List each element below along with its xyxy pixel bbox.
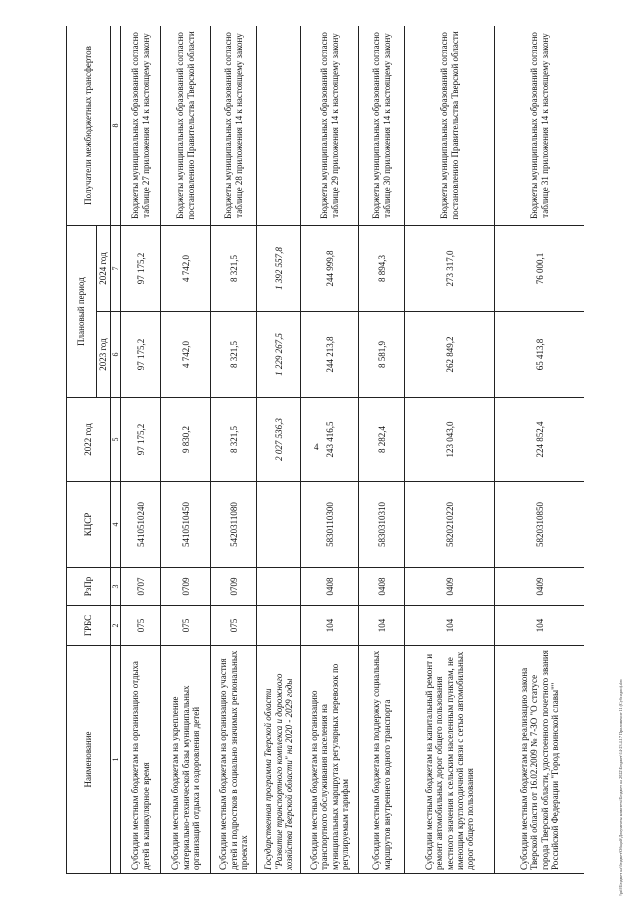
row-2023: 8 581,9 (359, 312, 405, 398)
col-index: 8 (111, 26, 121, 226)
row-2024: 97 175,2 (121, 226, 161, 312)
table-row (405, 26, 495, 874)
page-number: 4 (314, 442, 319, 452)
row-2022: 123 043,0 (405, 398, 495, 482)
header-rzpr: РзПр (67, 568, 111, 606)
header-recipients: Получатели межбюджетных трансфертов (67, 26, 111, 226)
row-recipients: Бюджеты муниципальных образований согласно постановлению Правительства Тверской области (161, 26, 211, 226)
row-2022: 97 175,2 (121, 398, 161, 482)
row-name: Субсидии местным бюджетам на организацию транспортного обслуживания населения на муниципальных маршрутах регулярных перевозок по регулируемым тарифам (301, 646, 359, 874)
program-row (257, 26, 301, 874)
row-rzpr: 0409 (405, 568, 495, 606)
subsidies-table (66, 26, 584, 874)
row-kcsr: 5830110300 (301, 482, 359, 568)
row-name: Субсидии местным бюджетам на организацию отдыха детей в каникулярное время (121, 646, 161, 874)
row-2023: 8 321,5 (211, 312, 257, 398)
row-2022: 243 416,5 (301, 398, 359, 482)
col-index: 2 (111, 606, 121, 646)
row-grbs: 104 (359, 606, 405, 646)
col-index: 7 (111, 226, 121, 312)
row-kcsr: 5820310850 (495, 482, 584, 568)
row-2022: 8 321,5 (211, 398, 257, 482)
header-2023: 2023 год (97, 312, 111, 398)
row-2024: 244 999,8 (301, 226, 359, 312)
table-row (121, 26, 161, 874)
row-recipients: Бюджеты муниципальных образований согласно таблице 31 приложения 14 к настоящему закону (495, 26, 584, 226)
row-rzpr: 0707 (121, 568, 161, 606)
row-rzpr: 0408 (359, 568, 405, 606)
table-row (161, 26, 211, 874)
header-grbs: ГРБС (67, 606, 111, 646)
row-name: Субсидии местным бюджетам на укрепление материально-технической базы муниципальных организаций отдыха и оздоровления детей (161, 646, 211, 874)
row-recipients: Бюджеты муниципальных образований согласно таблице 29 приложения 14 к настоящему закону (301, 26, 359, 226)
row-rzpr: 0709 (211, 568, 257, 606)
row-2022: 224 852,4 (495, 398, 584, 482)
table-row (301, 26, 359, 874)
row-grbs: 104 (495, 606, 584, 646)
row-2023: 4 742,0 (161, 312, 211, 398)
col-index: 5 (111, 398, 121, 482)
row-2023: 262 849,2 (405, 312, 495, 398)
row-kcsr: 5410510450 (161, 482, 211, 568)
col-index: 4 (111, 482, 121, 568)
row-kcsr: 5410510240 (121, 482, 161, 568)
row-name: Субсидии местным бюджетам на организацию участия детей и подростков в социально значимых региональных проектах (211, 646, 257, 874)
row-kcsr: 5420311080 (211, 482, 257, 568)
row-2024: 76 000,1 (495, 226, 584, 312)
row-recipients: Бюджеты муниципальных образований согласно постановлению Правительства Тверской области (405, 26, 495, 226)
program-2023: 1 229 267,5 (257, 312, 301, 398)
header-name: Наименование (67, 646, 111, 874)
row-kcsr: 5830310310 (359, 482, 405, 568)
row-2022: 8 282,4 (359, 398, 405, 482)
table-body (121, 26, 584, 874)
row-name: Субсидии местным бюджетам на капитальный ремонт и ремонт автомобильных дорог общего пользования местного значения к сельским населенным пунктам, не имеющим круглогодичной связи с сетью автомобильных дорог общего пользования (405, 646, 495, 874)
header-plan-period: Плановый период (67, 226, 97, 398)
rotated-table-container (66, 26, 584, 874)
row-grbs: 104 (301, 606, 359, 646)
row-name: Субсидии местным бюджетам на реализацию закона Тверской области от 16.02.2009 № 7-ЗО "О статусе города Тверской области, удостоенного почетного звания Российской Федерации "Город воинской славы"" (495, 646, 584, 874)
row-recipients: Бюджеты муниципальных образований согласно таблице 27 приложения 14 к настоящему закону (121, 26, 161, 226)
row-2023: 244 213,8 (301, 312, 359, 398)
table-row (495, 26, 584, 874)
row-2024: 273 317,0 (405, 226, 495, 312)
col-index: 3 (111, 568, 121, 606)
row-2024: 8 321,5 (211, 226, 257, 312)
row-grbs: 104 (405, 606, 495, 646)
row-recipients: Бюджеты муниципальных образований согласно таблице 30 приложения 14 к настоящему закону (359, 26, 405, 226)
row-grbs (257, 606, 301, 646)
table-row (359, 26, 405, 874)
row-2023: 97 175,2 (121, 312, 161, 398)
row-2022: 9 830,2 (161, 398, 211, 482)
row-grbs: 075 (161, 606, 211, 646)
row-2024: 8 894,3 (359, 226, 405, 312)
row-rzpr: 0408 (301, 568, 359, 606)
row-2024: 4 742,0 (161, 226, 211, 312)
document-file-path: \\pdf\Бюджет на\бюджет\Общий\Документы комитета\Бюджет на 2022\Бюджет\14-23.4.17 Приложение 11 (Субсидии).doc (618, 678, 623, 896)
row-rzpr: 0709 (161, 568, 211, 606)
row-recipients: Бюджеты муниципальных образований согласно таблице 28 приложения 14 к настоящему закону (211, 26, 257, 226)
col-index: 6 (111, 312, 121, 398)
program-name: Государственная программа Тверской области "Развитие транспортного комплекса и дорожного хозяйства Тверской области" на 2020 - 2029 годы (257, 646, 301, 874)
program-2024: 1 392 557,8 (257, 226, 301, 312)
subsidies-table-frame (66, 26, 584, 874)
row-kcsr: 5820210220 (405, 482, 495, 568)
header-2024: 2024 год (97, 226, 111, 312)
header-kcsr: КЦСР (67, 482, 111, 568)
row-rzpr: 0409 (495, 568, 584, 606)
col-index: 1 (111, 646, 121, 874)
row-recipients (257, 26, 301, 226)
row-name: Субсидии местным бюджетам на поддержку социальных маршрутов внутреннего водного транспорта (359, 646, 405, 874)
row-2023: 65 413,8 (495, 312, 584, 398)
row-grbs: 075 (211, 606, 257, 646)
row-grbs: 075 (121, 606, 161, 646)
row-kcsr (257, 482, 301, 568)
row-rzpr (257, 568, 301, 606)
program-2022: 2 027 536,3 (257, 398, 301, 482)
header-2022: 2022 год (67, 398, 111, 482)
table-row (211, 26, 257, 874)
